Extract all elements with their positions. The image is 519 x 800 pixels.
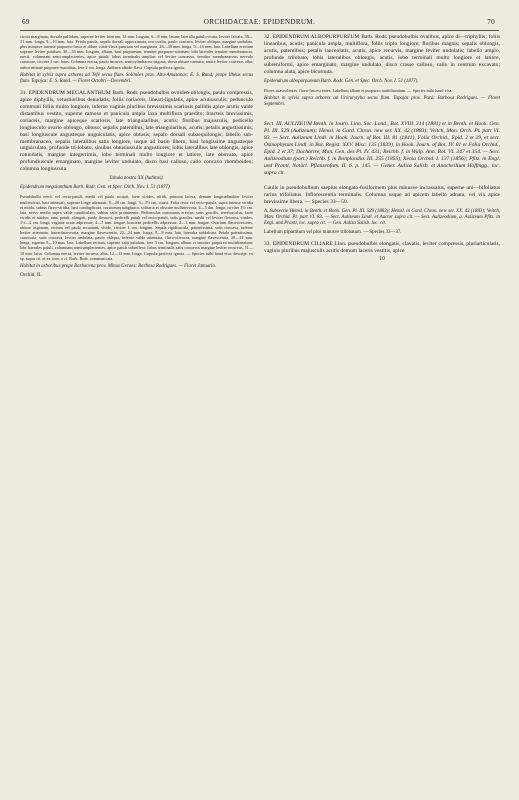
species-31-diagnosis: pseudobulbis ovoideo-oblongis, paulo compressis, apice diphyllis, vetustioribus denudatis; foliis coriaceis, lineari-ligulatis, apice acutiusculis; pedunculo communi foliis multo longiore, inferne vaginis pluribus brevissimis scariosis pallidis apice acutis valde distantibus vestito, superne ramoso et panicula ampla laxa multiflora praedito; bracteis brevissimis, coriaceis, margine apiceque scariosis, late triangularibus, acutis; floribus majusculis, pedicello longiusculo ovario oblongo, obtuso; sepalis patentibus, late triangularibus, acutis; petalis angustissimis, basi longiuscule angusteque unguiculatis, apice obtusis; sepalo dorsali subaequilongis; labello sub-membranaceo, sepalis lateralibus satis longiore, usque ad basin libero, basi longissime angusteque unguiculato, profunde tri-lobato, sinubus obtusiusculis angustiores; lobis lateralibus late oblongis, apice rotundatis, margine integerrimis, lobo terminali multo longiore et latiore, late obovato, apice profundiuscule emarginato, margine leviter undulato, disco basi calloso, callo concavo rhomboideo; columna longiuscula. bbox=[20, 89, 253, 173]
signature-mark: Orchid. II. bbox=[20, 271, 42, 278]
running-header bbox=[20, 18, 499, 30]
species-31-synonym: Epidendrum megalanthum Barb. Rodr. Gen. et Spec. Orch. Nov. I. 51 (1877). bbox=[20, 185, 171, 191]
page-number-left: 69 bbox=[22, 18, 30, 26]
species-33-entry bbox=[264, 241, 500, 255]
header-rule bbox=[20, 30, 499, 31]
species-32-title: 32. EPIDENDRUM ALBOPURPUREUM Barb. Rodr. bbox=[264, 34, 388, 40]
species-32-entry bbox=[264, 34, 500, 76]
species-31-entry bbox=[20, 90, 253, 173]
species-31-habitat: Habitat in arboribus prope Barbacena prov. Minas Geraes: Barbosa Rodrigues. — Floret Januario. bbox=[20, 263, 217, 269]
left-column bbox=[20, 34, 253, 799]
species-33-title: 33. EPIDENDRUM CILIARE Linn. bbox=[264, 240, 347, 247]
species-32-diagnosis: pseudobulbis ovalibus, apice di—triphyllis; foliis linearibus, acutis; panicula ampla, multiflora, foliis triplo longiore; floribus magnis; sepalis oblongis, acutis, patentibus; petalis lanceolatis, acutis, apice recurvis, margine leviter undulatis; labello amplo, profunde trilobato, lobis lateralibus oblongis, acutis, lobo terminali multo longiore et latiore, subreniformi, apice emarginato, margine undulato, disco crasse calloso, callo in centrum excavato; columna alata, apice bicornuta. bbox=[264, 34, 500, 75]
page-number-right: 70 bbox=[487, 18, 495, 26]
section-heading: Sect. III. AULIZEUM Benth. in Journ. Linn. Soc. Lond., Bot. XVIII. 314 (1881) et in Benth. et Hook. Gen. Pl. III. 529 (Aulizeum); Hemsl. in Gard. Chron. new ser. XX. 42 (1883); Veitch, Man. Orch. Pl. part VI. 83. — Sect. Aulizeum Lindl. in Hook. Journ. of Bot. III. 81 (1841), Folia Orchid., Epid. 2 et 29, et sect. Osmophytum Lindl. in Bot. Regist. XXV. Misc. 135 (1839), in Hook. Journ. of Bot. IV. 81 et Folia Orchid., Epid. 2 et 37; Duchartre, Man. Gen. des Pl. IV. 431; Reichb. f. in Walp. Ann. Bot. VI. 347 et 354. — Sect. Aulizeodium (part.) Reichb. f. in Bonplandia. III. 255 (1855), Xenia Orchid. I. 137 (1856); Pfitz. in Engl. und Prantl, Natürl. Pflanzenfam. II. 6. p. 145. — Gener. Auliza Salisb. et Anacheilium Hoffmgg., loc. supra cit. bbox=[264, 121, 500, 176]
section-description: Caulis in pseudobulbum saepius elongato-fusiformem plus minusve incrassatus, superne uni—bifoliatus rarius trifoliatus. Inflorescentia terminalis. Columna usque ad apicem labello adnata, vel vix apice brevissime libera. — Species 33—50. bbox=[264, 184, 500, 205]
species-31-description: Pseudobulbi erecti vel recto-patuli, medii vel paulo arcuati, laete virides, nitidi, primum lacera, demum longitudinaliter leviter multisulcati, basi attenuati, superne longe attenuati, 8—20 cm. longi, 3—3½ cm. crassi. Folia recta vel recto-patula, supra intense viridia et nitida, subtus flavo-viridia, basi conduplicata, coriaceum subglauca, solitaria et obscure multinervosa, 4—5 dm. longa, circiter 3½ cm. lata, nervo medio supra valde canaliculato, subtus satis prominente. Pedunculus communis erectus, satis gracilis, teretiusculus, laete viridis et nitidus; rami patuli, elongati, paulo flexuosi; pedicelli patuli vel recto-patuli, satis graciles, medii vel leviter flexuosi, virides, 1½—2 cm. longi; vaginae acute adpressae, 4—7 mm. longae; bracteae pedicellis adpressae, 2—3 mm. longae. Ovarium flavovirescens, obtuse trigonum, rectum vel paulo arcuatum, viride, circiter 1 cm. longum. Sepala rigidiuscula, patentissima, satis concava, inferne leviter attenuata, lanceolato-ovata, margine flavescentia, 22—24 mm. longa, 8—9 mm. lata, lateralia subfalcata. Petala patentissima, carnosula, satis concava, leviter undulata, paulo obliqua, inferne valde attenuata, flavo-olivacea, margine flavescentia, 20—22 mm. longa, superne 9—10 mm. lata. Labellum rectum, superne satis patulum, fere 3 cm. longum, album et tenuiter purpureo multilineatum; lobi laterales patuli, columnam semi-amplectentes, apice patuli subreflexi; lobus terminalis satis concavus margine leviter recurvus, 11—18 mm. latus. Columna erecta, leviter incurva, alba, 12—13 mm. longa. Capsula perfecta ignota. — Species mihi haud visa: descript. ex sp. supra cit. et ex icon. a cl. Barb. Rodr. communicata. bbox=[20, 194, 253, 261]
species-31-title: 31. EPIDENDRUM MEGALANTHUM Barb. Rodr. bbox=[20, 89, 139, 96]
species-33-diagnosis: pseudobulbis elongatis, clavatis, leviter compressis, pluriarticulatis, vaginis pluribus majusculis acutis demum laceris vestitis, apice bbox=[264, 240, 500, 254]
species-32-synonym: Epidendrum albopurpureum Barb. Rodr. Gen. et Spec. Orch. Nov. I. 51 (1877). bbox=[264, 78, 419, 84]
folio-number: 10 bbox=[379, 255, 385, 262]
running-title: ORCHIDACEAE: EPIDENDRUM. bbox=[203, 18, 316, 26]
species-32-habitat: Habitat in sylvis supra arbores ad Uricurytyba secus flum. Tapajoz prov. Pará: Barbosa Rodrigues. — Floret Septembri. bbox=[264, 95, 500, 107]
tabula-reference: Tabula nostra XX (habitus). bbox=[109, 176, 164, 182]
continued-habitat: Habitat in sylvis supra arbores ad Tefé secus flum. Solimões prov. Alto-Amazonas: E. S. Rand; prope Ilhéus secus flum. Tapajoz: E. S. Rand. — Floret Octobri—Decembri. bbox=[20, 72, 253, 84]
species-32-description: Flores suaveolentes, flavo-fuscescentes, Labellum album et purpureo multilineatum. — Species mihi haud visa. bbox=[264, 87, 453, 93]
subsection-note: A. Subsectio Hemsl. in Benth. et Hook. Gen. Pl. III. 529 (1883); Hemsl. in Gard. Chron. new ser. XX. 43 (1883); Veitch, Man. Orchid. Pl. part VI. 83. — Sect. Aulizeum Lindl. et Auctor supra cit. — Sect. Aulizeodium, a. Aulizeum Pfitz. in Engl. und Prantl, loc. supra cit. — Gen. Auliza Salisb. loc. cit. bbox=[264, 208, 500, 226]
right-column bbox=[264, 34, 500, 799]
continued-description: circiti marginata; dorsale pallidum, superne leviter lacerum, 33 mm. longum, 6—8 mm. latum; lateralia patulo-ovata, leviter falcata, 30—31 mm. longa, 9—10 mm. lata. Petala patula, sepalo dorsali approximata, oro-ovalia, paulo concava, leviter obliqua, margine undulata, plus minusve intense purpureo-fusca et dilute viridi-flava punctata vel marginata, 28—30 mm. longa, 9—10 mm. lata. Labellum erectum superne leviter patulum, 30—33 mm. longum, album, basi purpureum, tenuiter purpureo-striatum; lobi laterales tenuiter membranacei, erecti, columnam semi-amplectentes, apice patuli; lobus terminalis amplius vel leviter concavus, tenuiter membranaceus nervulo crassiore, circiter 2 cm. latus. Columna erecta, paulo incurva, semicylindraceo-trigona, dorso obtuse carinata, antice leviter convexa, alba, antice minute purpureo-maculata, fere 2 cm. longa. Anthera albido-flava. Capsula perfecta ignota. bbox=[20, 34, 253, 70]
subsection-species-range: Labellum tripartitum vel plus minusve trilobatum. — Species 33—37. bbox=[264, 229, 402, 235]
